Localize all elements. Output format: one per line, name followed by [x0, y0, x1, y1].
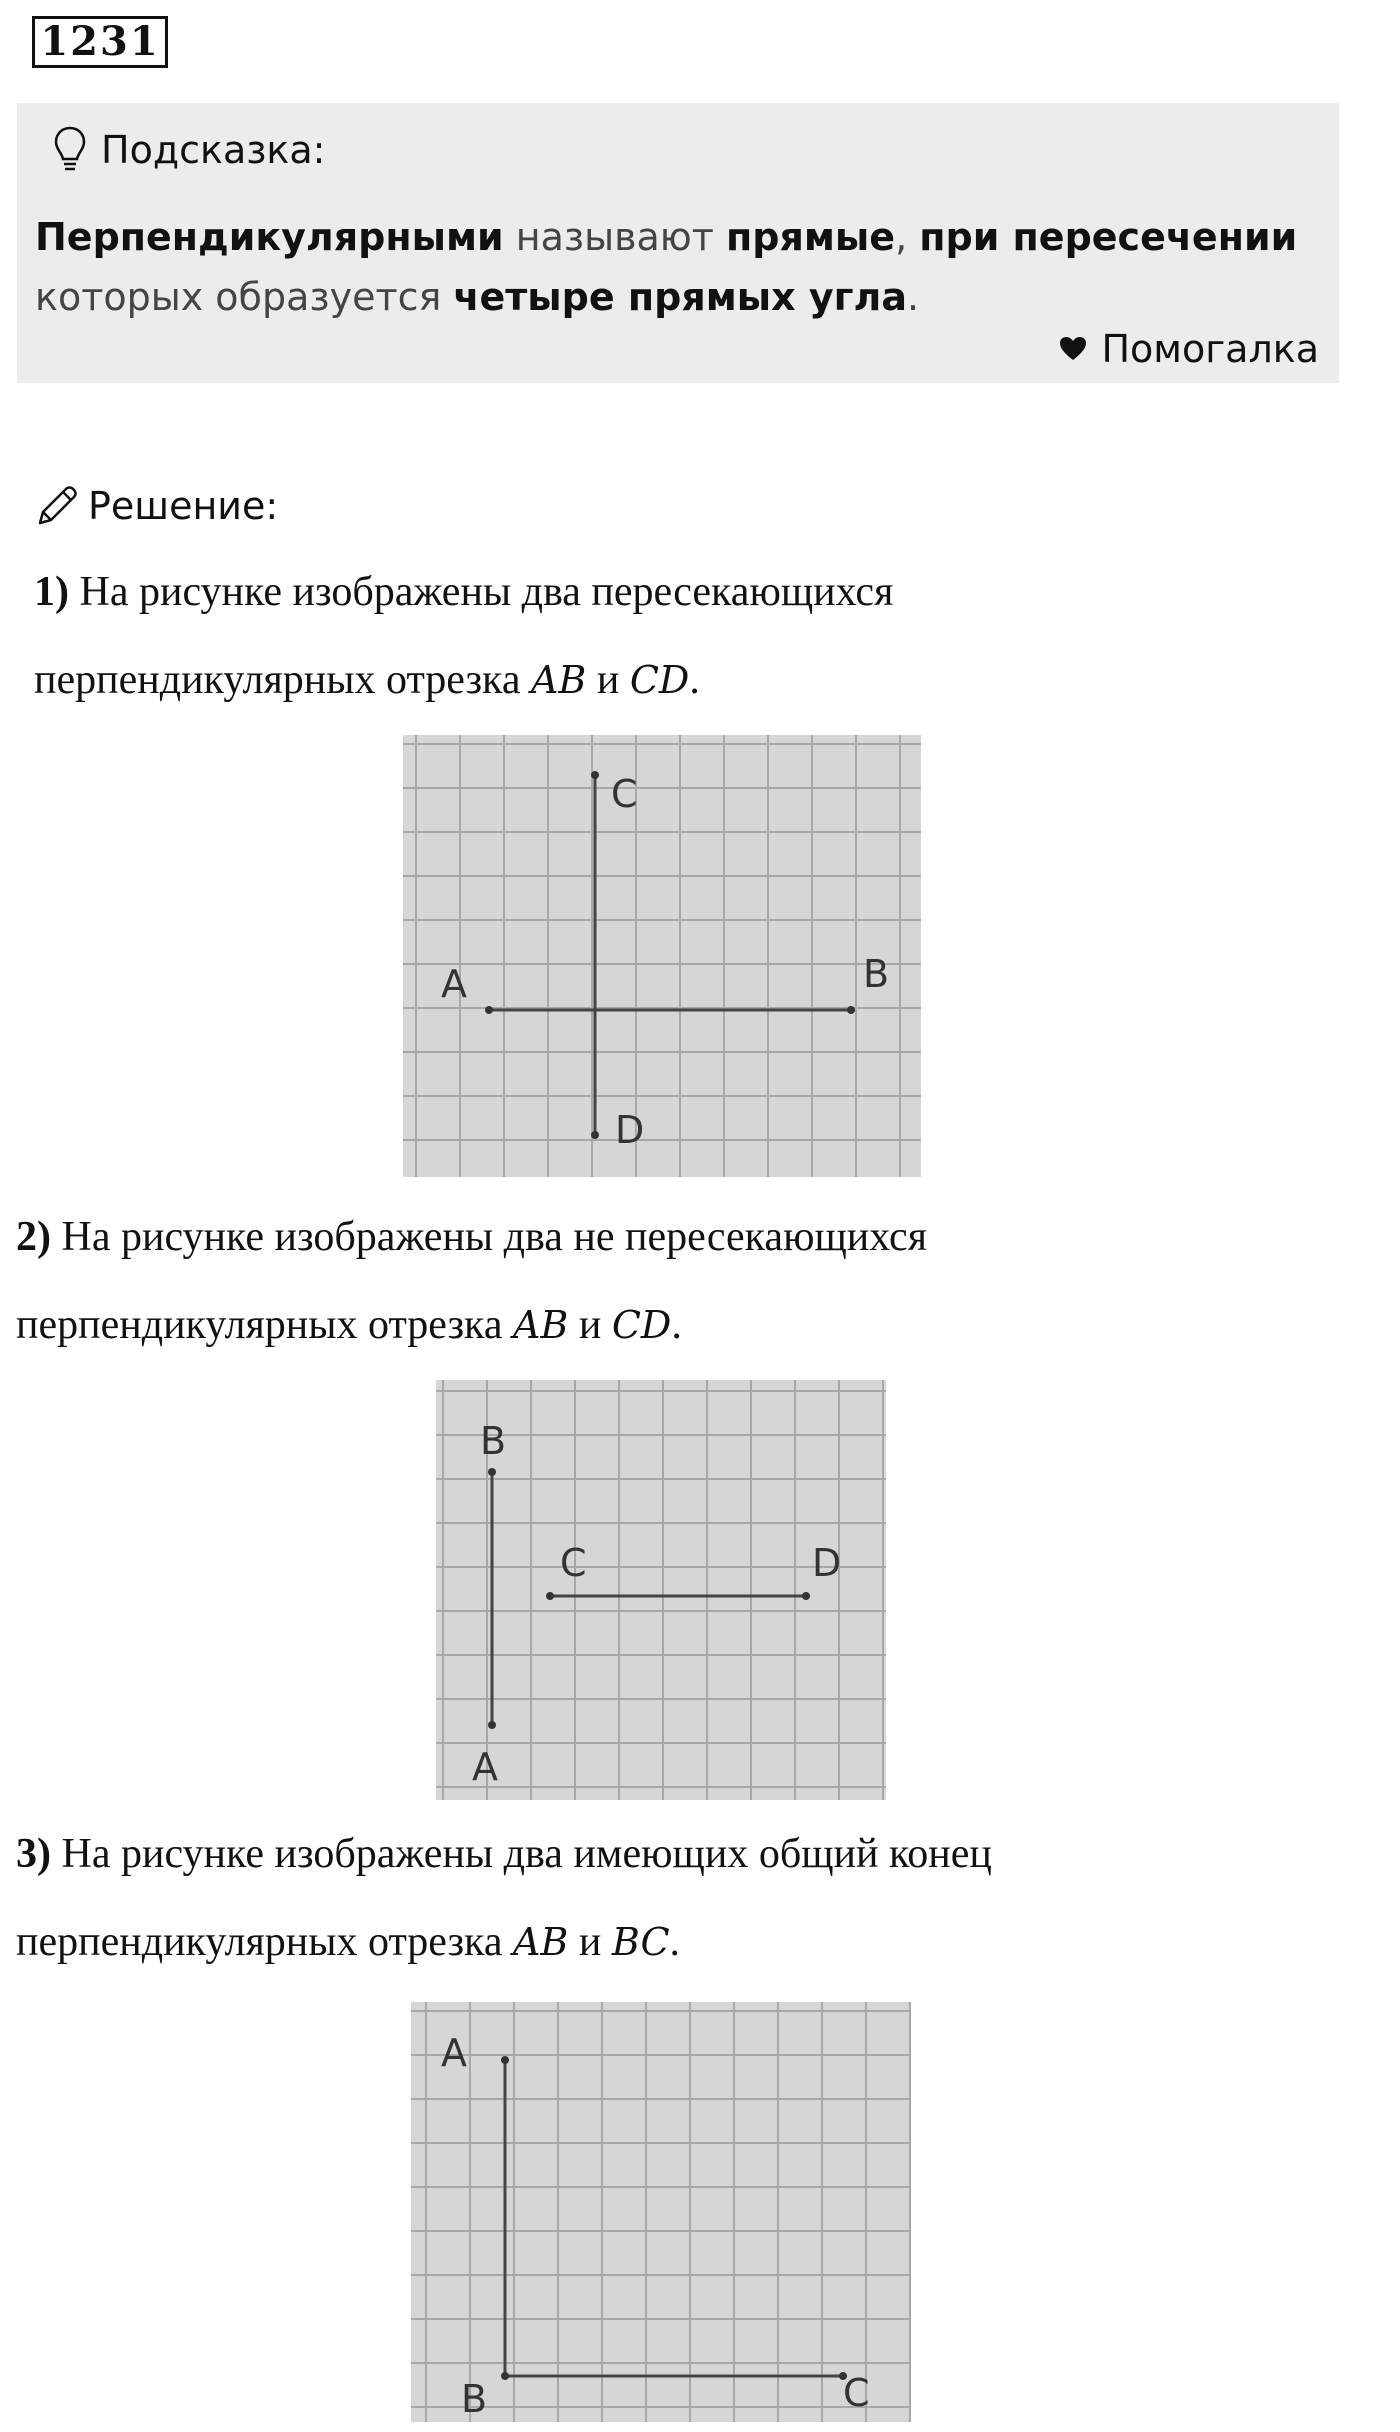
segment-name: CD: [611, 1303, 672, 1347]
solution-item-2-line-2: [16, 1281, 682, 1369]
point-label-a: A: [441, 962, 467, 1006]
point-label-a: A: [472, 1745, 498, 1789]
item-text: перпендикулярных отрезка: [34, 657, 531, 703]
figure-3-grid: [411, 2002, 911, 2422]
segment-name: AB: [512, 1920, 569, 1964]
solution-item-3-line-1: [16, 1810, 992, 1898]
hint-text: [35, 207, 1325, 327]
item-number: 2): [16, 1214, 51, 1260]
solution-item-3-line-2: [16, 1898, 680, 1986]
item-text: На рисунке изображены два имеющих общий конец: [51, 1831, 992, 1877]
pencil-icon: [34, 483, 80, 529]
segment-name: AB: [530, 658, 587, 702]
point-label-c: C: [843, 2371, 870, 2415]
point-label-b: B: [461, 2377, 488, 2421]
hint-text-part: которых образуется: [35, 275, 454, 319]
item-text: перпендикулярных отрезка: [16, 1302, 513, 1348]
figure-2-grid: [436, 1380, 886, 1800]
solution-item-2-line-1: [16, 1193, 927, 1281]
point-label-b: B: [480, 1419, 507, 1463]
item-text: перпендикулярных отрезка: [16, 1919, 513, 1965]
hint-bold-term: прямые: [726, 215, 896, 259]
segment-name: AB: [512, 1303, 569, 1347]
solution-item-1-line-1: [34, 548, 893, 636]
item-text: На рисунке изображены два пересекающихся: [69, 569, 894, 615]
item-text: .: [689, 657, 700, 703]
item-text: и: [568, 1919, 612, 1965]
solution-title: [34, 476, 278, 536]
signature: [1059, 319, 1319, 379]
hint-title-text: Подсказка:: [101, 128, 326, 172]
heart-icon: [1059, 336, 1087, 362]
item-text: и: [586, 657, 630, 703]
point-label-a: A: [441, 2031, 467, 2075]
lightbulb-icon: [53, 125, 87, 175]
hint-bold-term: четыре прямых угла: [453, 275, 907, 319]
segment-name: BC: [611, 1920, 670, 1964]
item-text: и: [568, 1302, 612, 1348]
hint-text-part: .: [907, 275, 920, 319]
item-number: 3): [16, 1831, 51, 1877]
item-number: 1): [34, 569, 69, 615]
signature-text: Помогалка: [1101, 327, 1319, 371]
point-label-c: C: [560, 1541, 587, 1585]
figure-1-grid: [403, 735, 921, 1177]
segment-name: CD: [629, 658, 690, 702]
hint-bold-term: при пересечении: [919, 215, 1298, 259]
point-label-c: C: [611, 772, 638, 816]
solution-title-text: Решение:: [88, 484, 279, 528]
point-label-b: B: [863, 952, 890, 996]
hint-text-part: ,: [895, 215, 920, 259]
hint-title: [53, 125, 325, 175]
point-label-d: D: [615, 1108, 645, 1152]
hint-bold-term: Перпендикулярными: [35, 215, 504, 259]
hint-text-part: называют: [503, 215, 726, 259]
hint-box: [17, 103, 1339, 383]
item-text: .: [669, 1919, 681, 1965]
item-text: .: [671, 1302, 682, 1348]
point-label-d: D: [812, 1541, 842, 1585]
solution-item-1-line-2: [34, 636, 700, 724]
task-number: 1231: [32, 16, 168, 68]
item-text: На рисунке изображены два не пересекающихся: [51, 1214, 928, 1260]
